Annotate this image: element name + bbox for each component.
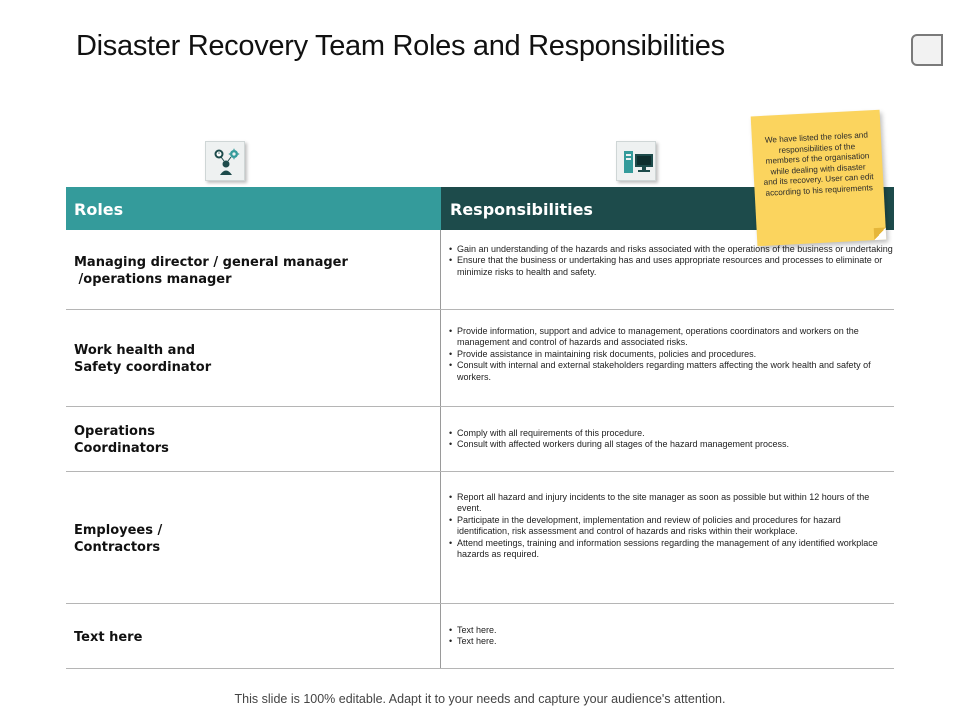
sticky-note[interactable]: [751, 110, 887, 247]
role-label: [74, 254, 348, 288]
row-divider: [66, 471, 894, 472]
responsibility-item: • Comply with all requirements of this procedure.: [449, 428, 894, 439]
responsibility-item: • Text here.: [449, 636, 894, 647]
role-label: [74, 629, 142, 646]
row-divider: [66, 406, 894, 407]
role-label: [74, 342, 211, 376]
responsibility-item: • Consult with affected workers during all stages of the hazard management process.: [449, 439, 894, 450]
responsibility-item: • Attend meetings, training and information sessions regarding the management of any identified workplace hazards as required.: [449, 538, 894, 561]
responsibility-list: [449, 625, 894, 648]
row-divider: [66, 309, 894, 310]
responsibility-item: • Provide information, support and advice to management, operations coordinators and workers on the management and control of hazards and associated risks.: [449, 326, 894, 349]
responsibility-list: [449, 492, 894, 560]
responsibility-item: • Report all hazard and injury incidents to the site manager as soon as possible but within 12 hours of the event.: [449, 492, 894, 515]
role-text: Work health and Safety coordinator: [74, 343, 212, 375]
corner-frame: [911, 34, 943, 66]
role-text: Text here: [74, 630, 143, 645]
roles-column-header: [66, 187, 441, 230]
row-divider: [66, 668, 894, 669]
computer-workstation-icon: [616, 141, 656, 181]
footer-note: This slide is 100% editable. Adapt it to your needs and capture your audience's attention.: [234, 692, 726, 706]
role-label: [74, 423, 169, 457]
role-text: Managing director / general manager /operations manager: [74, 255, 348, 287]
responsibility-item: • Ensure that the business or undertaking has and uses appropriate resources and processes to eliminate or minimize risks to health and safety.: [449, 255, 894, 278]
role-label: [74, 522, 162, 556]
responsibility-item: • Text here.: [449, 625, 894, 636]
responsibility-list: [449, 428, 894, 451]
team-network-icon: [205, 141, 245, 181]
sticky-note-text: We have listed the roles and responsibilities of the members of the organisation while dealing with disaster and its recovery. User can edit according to his requirements: [763, 130, 874, 198]
role-text: Employees / Contractors: [74, 523, 163, 555]
responsibility-list: [449, 244, 894, 278]
responsibility-item: • Participate in the development, implementation and review of policies and procedures for hazard identification, risk assessment and control of hazards and risks within their workplace.: [449, 515, 894, 538]
responsibility-item: • Gain an understanding of the hazards and risks associated with the operations of the business or undertaking: [449, 244, 894, 255]
responsibility-item: • Provide assistance in maintaining risk documents, policies and procedures.: [449, 349, 894, 360]
roles-header-label: Roles: [74, 200, 124, 219]
responsibility-list: [449, 326, 894, 383]
sticky-note-fold: [874, 228, 887, 241]
responsibilities-header-label: Responsibilities: [450, 200, 593, 219]
row-divider: [66, 603, 894, 604]
page-title: Disaster Recovery Team Roles and Responsibilities: [76, 30, 725, 62]
responsibility-item: • Consult with internal and external stakeholders regarding matters affecting the work health and safety of workers.: [449, 360, 894, 383]
role-text: Operations Coordinators: [74, 424, 169, 456]
